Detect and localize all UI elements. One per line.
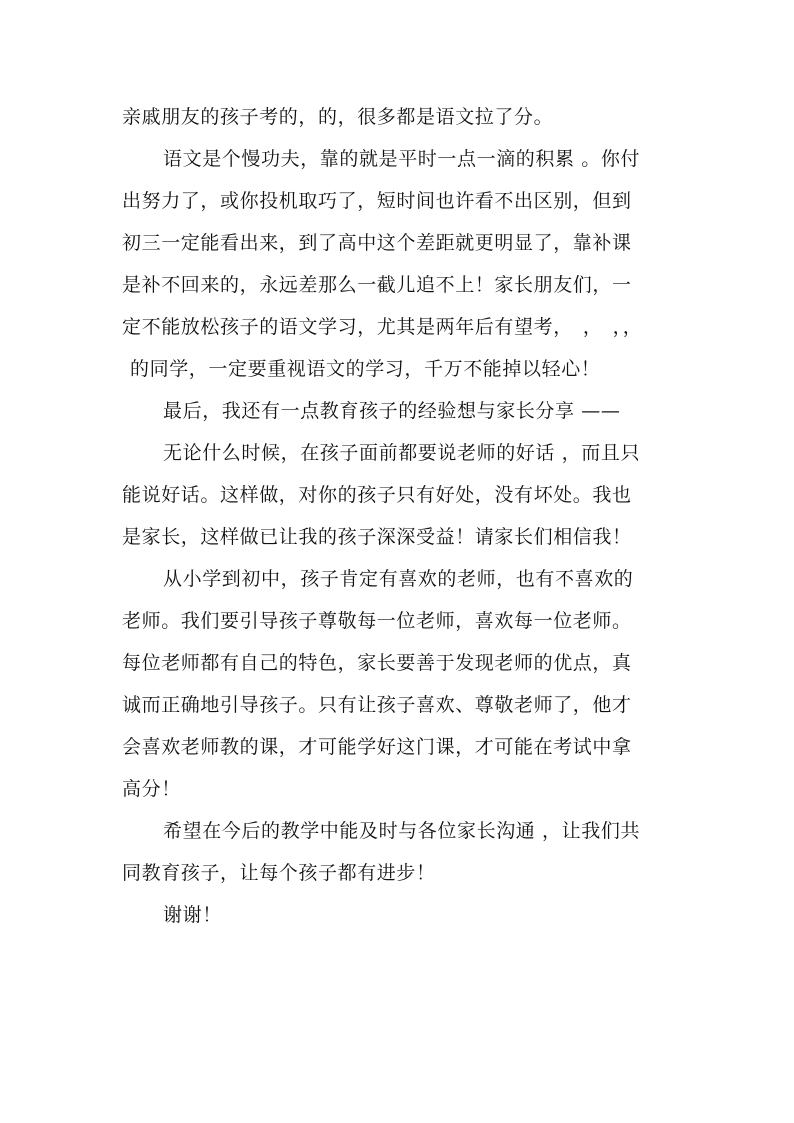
text-line: 是家长，这样做已让我的孩子深深受益！请家长们相信我！ <box>122 526 632 548</box>
text-line: 希望在今后的教学中能及时与各位家长沟通 ，让我们共 <box>163 820 641 842</box>
text-line: 诚而正确地引导孩子。只有让孩子喜欢、尊敬老师了，他才 <box>122 694 632 716</box>
text-line: 会喜欢老师教的课，才可能学好这门课，才可能在考试中拿 <box>122 736 632 758</box>
text-line: 最后，我还有一点教育孩子的经验想与家长分享 —— <box>163 400 621 422</box>
text-line: 语文是个慢功夫，靠的就是平时一点一滴的积累 。你付 <box>163 148 641 170</box>
text-line: 的同学，一定要重视语文的学习，千万不能掉以轻心！ <box>130 358 601 380</box>
text-line: 无论什么时候，在孩子面前都要说老师的好话 ，而且只 <box>163 442 641 464</box>
text-line: 从小学到初中，孩子肯定有喜欢的老师，也有不喜欢的 <box>163 568 634 590</box>
text-line: 高分！ <box>122 778 181 800</box>
text-line: 出努力了，或你投机取巧了，短时间也许看不出区别，但到 <box>122 190 632 212</box>
text-line: 谢谢！ <box>163 904 222 926</box>
text-line: 每位老师都有自己的特色，家长要善于发现老师的优点，真 <box>122 652 632 674</box>
text-line: 老师。我们要引导孩子尊敬每一位老师，喜欢每一位老师。 <box>122 610 632 632</box>
text-line: 同教育孩子，让每个孩子都有进步！ <box>122 862 436 884</box>
text-line: 初三一定能看出来，到了高中这个差距就更明显了，靠补课 <box>122 232 632 254</box>
text-line: 能说好话。这样做，对你的孩子只有好处，没有坏处。我也 <box>122 484 632 506</box>
text-line: 是补不回来的，永远差那么一截儿追不上！家长朋友们，一 <box>122 274 632 296</box>
text-line: 亲戚朋友的孩子考的，的，很多都是语文拉了分。 <box>122 106 554 128</box>
text-line: 定不能放松孩子的语文学习，尤其是两年后有望考， ， ，， <box>122 316 643 338</box>
